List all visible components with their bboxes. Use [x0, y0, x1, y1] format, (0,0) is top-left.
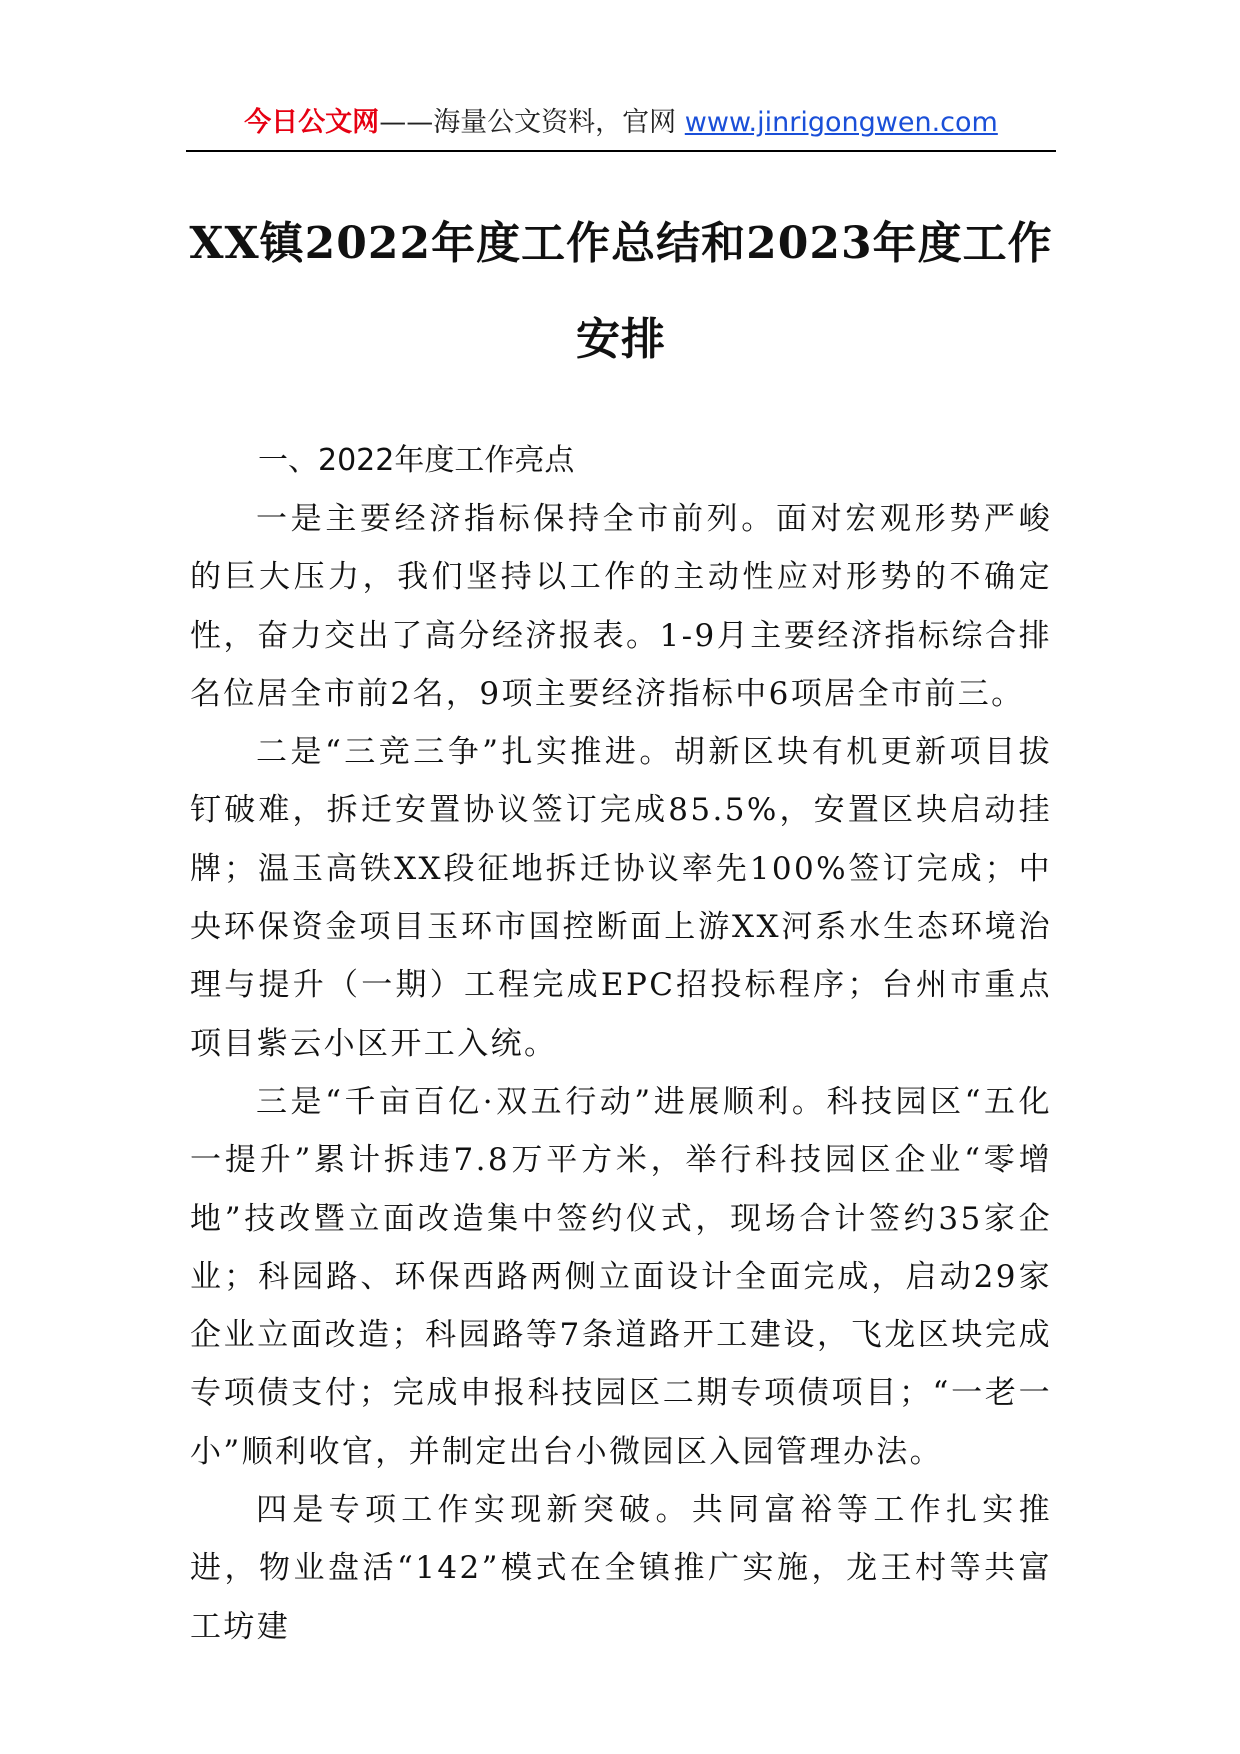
paragraph-1: 一是主要经济指标保持全市前列。面对宏观形势严峻的巨大压力，我们坚持以工作的主动性应对形势的不确定性，奋力交出了高分经济报表。1-9月主要经济指标综合排名位居全市前2名，9项主要经济指标中6项居全市前三。: [190, 501, 1052, 712]
header-brand: 今日公文网: [244, 107, 380, 138]
paragraph-4: 四是专项工作实现新突破。共同富裕等工作扎实推进，物业盘活“142”模式在全镇推广实施，龙王村等共富工坊建: [190, 1492, 1052, 1645]
paragraph-2: 二是“三竞三争”扎实推进。胡新区块有机更新项目拔钉破难，拆迁安置协议签订完成85.5%，安置区块启动挂牌；温玉高铁XX段征地拆迁协议率先100%签订完成；中央环保资金项目玉环市国控断面上游XX河系水生态环境治理与提升（一期）工程完成EPC招投标程序；台州市重点项目紫云小区开工入统。: [190, 734, 1052, 1062]
paragraph-3: 三是“千亩百亿·双五行动”进展顺利。科技园区“五化一提升”累计拆违7.8万平方米，举行科技园区企业“零增地”技改暨立面改造集中签约仪式，现场合计签约35家企业；科园路、环保西路两侧立面设计全面完成，启动29家企业立面改造；科园路等7条道路开工建设，飞龙区块完成专项债支付；完成申报科技园区二期专项债项目；“一老一小”顺利收官，并制定出台小微园区入园管理办法。: [190, 1083, 1052, 1470]
document-title: XX镇2022年度工作总结和2023年度工作安排: [189, 218, 1053, 365]
document-body: [190, 432, 1052, 1656]
page-header: [186, 100, 1056, 152]
header-tagline: ——海量公文资料，官网: [379, 107, 685, 138]
header-site-link[interactable]: www.jinrigongwen.com: [684, 107, 998, 138]
section-heading: 一、2022年度工作亮点: [258, 443, 575, 478]
